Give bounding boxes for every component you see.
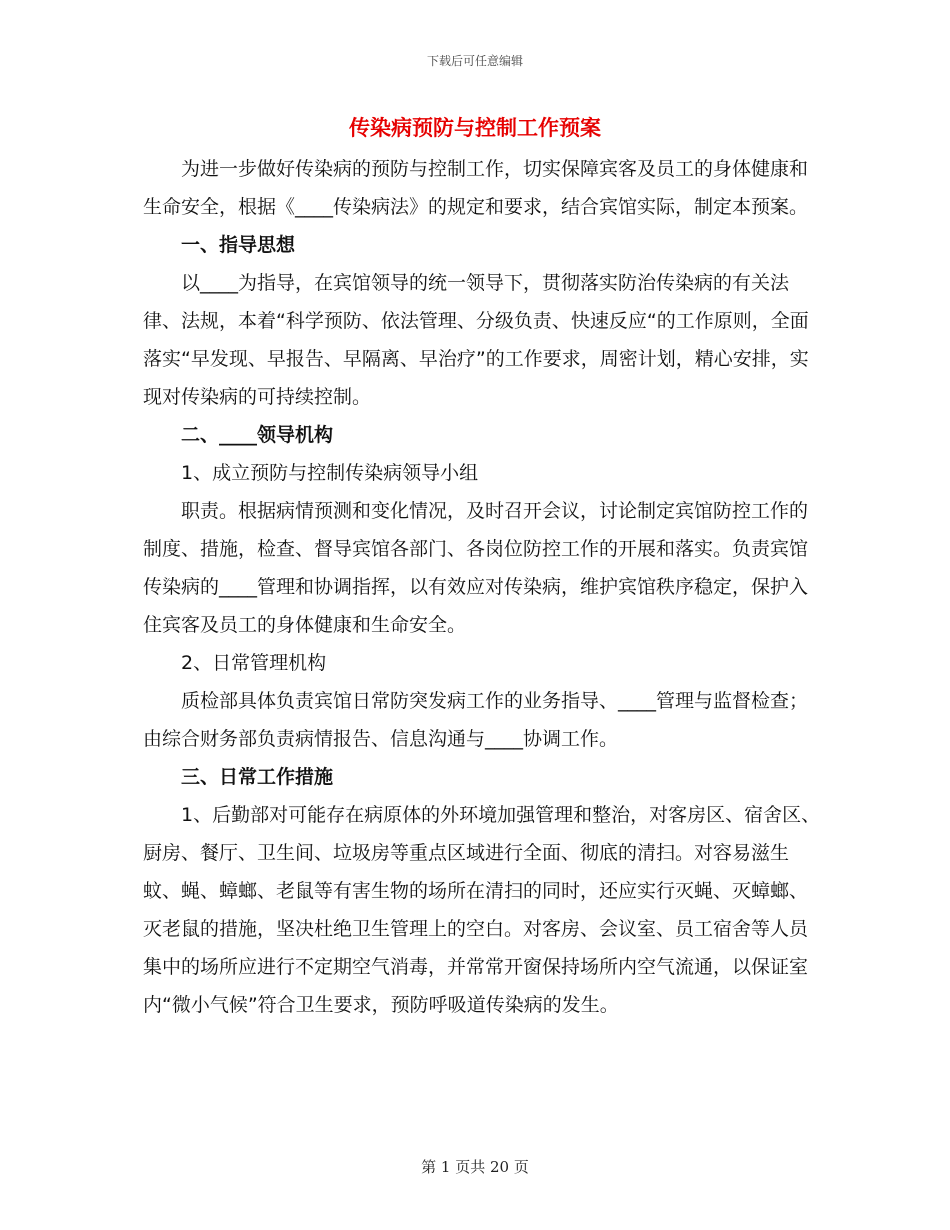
management-paragraph: 质检部具体负责宾馆日常防突发病工作的业务指导、____管理与监督检查；由综合财务部负责病情报告、信息沟通与____协调工作。	[143, 690, 809, 750]
document-body	[143, 150, 823, 1024]
intro-paragraph: 为进一步做好传染病的预防与控制工作，切实保障宾客及员工的身体健康和生命安全，根据《____传染病法》的规定和要求，结合宾馆实际，制定本预案。	[143, 158, 809, 218]
section-heading-measures: 三、日常工作措施	[181, 766, 334, 788]
section-heading-leadership: 二、____领导机构	[181, 424, 334, 446]
section-heading-guiding: 一、指导思想	[181, 234, 296, 256]
subsection-heading-daily-management: 2、日常管理机构	[181, 652, 327, 674]
measures-paragraph: 1、后勤部对可能存在病原体的外环境加强管理和整治，对客房区、宿舍区、厨房、餐厅、卫生间、垃圾房等重点区域进行全面、彻底的清扫。对容易滋生蚊、蝇、蟑螂、老鼠等有害生物的场所在清扫的同时，还应实行灭蝇、灭蟑螂、灭老鼠的措施，坚决杜绝卫生管理上的空白。对客房、会议室、员工宿舍等人员集中的场所应进行不定期空气消毒，并常常开窗保持场所内空气流通，以保证室内“微小气候”符合卫生要求，预防呼吸道传染病的发生。	[143, 804, 821, 1016]
duties-paragraph: 职责。根据病情预测和变化情况，及时召开会议，讨论制定宾馆防控工作的制度、措施，检查、督导宾馆各部门、各岗位防控工作的开展和落实。负责宾馆传染病的____管理和协调指挥，以有效应对传染病，维护宾馆秩序稳定，保护入住宾客及员工的身体健康和生命安全。	[143, 500, 809, 636]
guiding-paragraph: 以____为指导，在宾馆领导的统一领导下，贯彻落实防治传染病的有关法律、法规，本着“科学预防、依法管理、分级负责、快速反应“的工作原则，全面落实“早发现、早报告、早隔离、早治疗”的工作要求，周密计划，精心安排，实现对传染病的可持续控制。	[143, 272, 809, 408]
subsection-heading-group: 1、成立预防与控制传染病领导小组	[181, 462, 479, 484]
page-footer: 第 1 页共 20 页	[421, 1158, 529, 1176]
document-title: 传染病预防与控制工作预案	[349, 115, 601, 140]
page-header: 下载后可任意编辑	[426, 54, 523, 68]
